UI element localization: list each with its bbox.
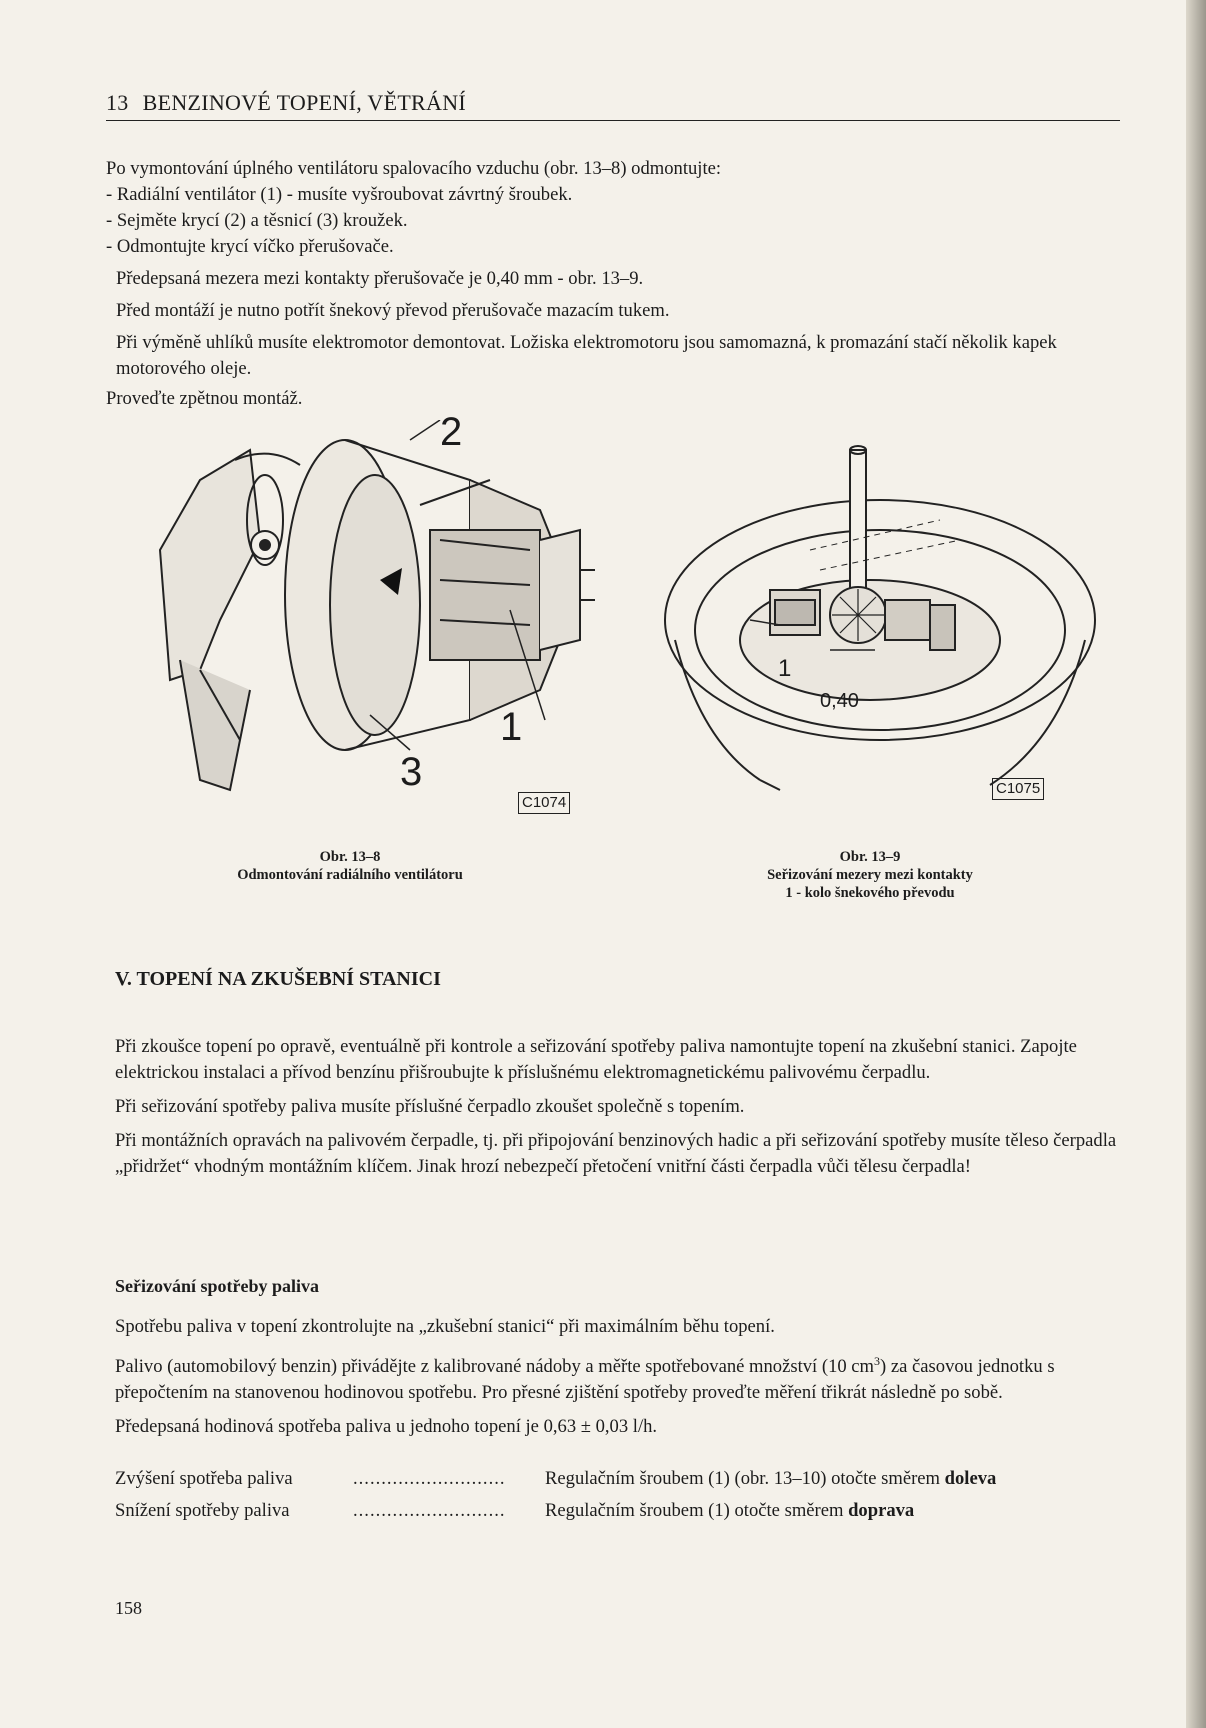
- figure-13-9-label-gap: 0,40: [820, 690, 859, 712]
- intro-note: Předepsaná mezera mezi kontakty přerušovače je 0,40 mm - obr. 13–9.: [116, 268, 644, 289]
- adjustment-label: Zvýšení spotřeba paliva: [115, 1468, 293, 1489]
- figure-13-9-caption-line: 1 - kolo šnekového převodu: [785, 885, 955, 901]
- intro-step: - Radiální ventilátor (1) - musíte vyšroubovat závrtný šroubek.: [106, 184, 573, 205]
- intro-step: - Odmontujte krycí víčko přerušovače.: [106, 236, 394, 257]
- adjustment-action: Regulačním šroubem (1) otočte směrem doprava: [545, 1500, 915, 1521]
- chapter-header: [106, 90, 1120, 121]
- adjustment-row: [115, 1468, 1125, 1494]
- figure-13-8-drawing: [140, 420, 600, 820]
- subsection-paragraph: Předepsaná hodinová spotřeba paliva u jednoho topení je 0,63 ± 0,03 l/h.: [115, 1416, 658, 1438]
- figure-13-9-caption: [720, 848, 1020, 902]
- subsection-body: [115, 1314, 1130, 1440]
- figure-13-9-drawing: [660, 440, 1100, 800]
- figure-13-8-label-1: 1: [500, 705, 523, 749]
- page-edge-shadow: [1186, 0, 1206, 1728]
- figure-13-8-label-2: 2: [440, 410, 463, 454]
- adjustment-row: [115, 1500, 1125, 1526]
- adjustment-dots: ...........................: [353, 1500, 506, 1521]
- section-paragraph: Při seřizování spotřeby paliva musíte příslušné čerpadlo zkoušet společně s topením.: [115, 1096, 745, 1117]
- page-number: 158: [115, 1598, 142, 1618]
- intro-note: Při výměně uhlíků musíte elektromotor demontovat. Ložiska elektromotoru jsou samomazná, k promazání stačí několik kapek motorového oleje.: [116, 332, 1057, 379]
- figure-13-8-caption-number: Obr. 13–8: [319, 849, 381, 865]
- adjustment-dots: ...........................: [353, 1468, 506, 1489]
- section-paragraph: Při montážních opravách na palivovém čerpadle, tj. při připojování benzinových hadic a při seřizování spotřeby musíte těleso čerpadla „přidržet“ vhodným montážním klíčem. Jinak hrozí nebezpečí přetočení vnitřní části čerpadla vůči tělesu čerpadla!: [115, 1130, 1117, 1177]
- adjustment-action: Regulačním šroubem (1) (obr. 13–10) otočte směrem doleva: [545, 1468, 997, 1489]
- figure-13-8-caption: [220, 848, 480, 884]
- intro-lead: Po vymontování úplného ventilátoru spalovacího vzduchu (obr. 13–8) odmontujte:: [106, 158, 722, 179]
- figure-13-9-caption-number: Obr. 13–9: [839, 849, 901, 865]
- chapter-title: BENZINOVÉ TOPENÍ, VĚTRÁNÍ: [142, 90, 467, 115]
- intro-block: [106, 156, 1136, 412]
- section-body: [115, 1034, 1130, 1180]
- intro-note: Před montáží je nutno potřít šnekový převod přerušovače mazacím tukem.: [116, 300, 670, 321]
- figure-13-9-label-1: 1: [778, 655, 792, 682]
- chapter-number: 13: [106, 90, 129, 115]
- adjustment-label: Snížení spotřeby paliva: [115, 1500, 290, 1521]
- subsection-paragraph: Spotřebu paliva v topení zkontrolujte na „zkušební stanici“ při maximálním běhu topení.: [115, 1316, 775, 1337]
- subsection-paragraph: Palivo (automobilový benzin) přivádějte z kalibrované nádoby a měřte spotřebované množství (10 $cm^3$) za časovou jednotku s přepočtením na stanovenou hodinovou spotřebu. Pro přesné zjištění spotřeby proveďte měření třikrát následně po sobě.: [115, 1354, 1055, 1404]
- subsection-title: Seřizování spotřeby paliva: [115, 1276, 320, 1296]
- figure-13-8-caption-text: Odmontování radiálního ventilátoru: [237, 867, 463, 883]
- intro-step: - Sejměte krycí (2) a těsnicí (3) kroužek.: [106, 210, 408, 231]
- intro-final: Proveďte zpětnou montáž.: [106, 388, 303, 409]
- figure-13-8-code: C1074: [518, 792, 570, 814]
- figure-13-9-caption-line: Seřizování mezery mezi kontakty: [767, 867, 973, 883]
- section-paragraph: Při zkoušce topení po opravě, eventuálně při kontrole a seřizování spotřeby paliva namontujte topení na zkušební stanici. Zapojte elektrickou instalaci a přívod benzínu přišroubujte k příslušnému elektromagnetickému palivovému čerpadlu.: [115, 1036, 1077, 1083]
- figure-13-8-label-3: 3: [400, 750, 423, 794]
- figure-13-9-code: C1075: [992, 778, 1044, 800]
- section-title: V. TOPENÍ NA ZKUŠEBNÍ STANICI: [115, 968, 441, 990]
